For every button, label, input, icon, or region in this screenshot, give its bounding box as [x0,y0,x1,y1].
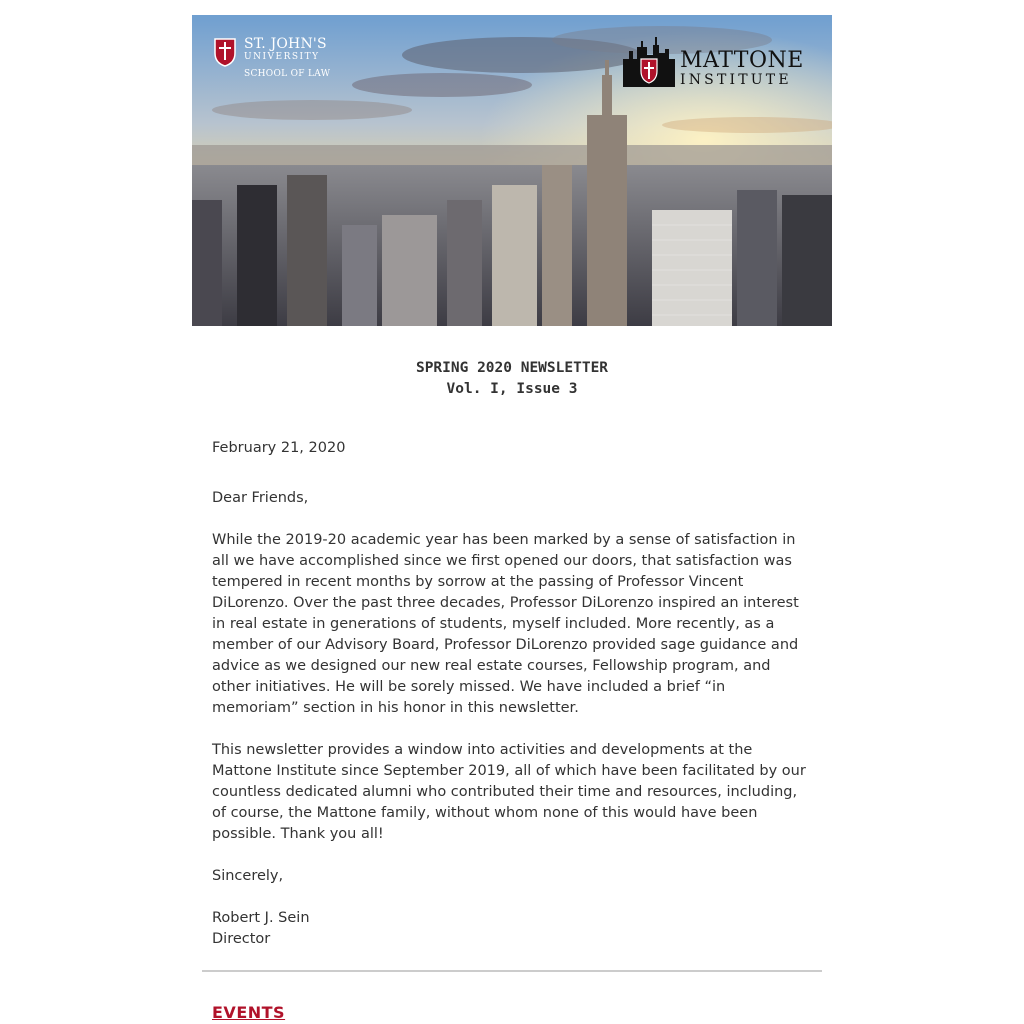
skyline-shield-icon [623,37,675,87]
signer-title: Director [212,931,271,947]
newsletter-title-block [192,358,832,400]
sju-school-of-law: SCHOOL OF LAW [244,69,331,79]
sju-name: ST. JOHN'S [244,36,327,52]
letter-date: February 21, 2020 [212,440,346,456]
sju-university: UNIVERSITY [244,52,320,62]
mattone-institute: INSTITUTE [680,72,792,88]
mattone-institute-logo [623,37,804,87]
newsletter-title: SPRING 2020 NEWSLETTER [415,360,609,376]
letter-paragraph: While the 2019-20 academic year has been marked by a sense of satisfaction in all we have accomplished since we first opened our doors, that satisfaction was tempered in recent months by sorrow at the passing of Professor Vincent DiLorenzo. Over the past three decades, Professor DiLorenzo inspired an interest in real estate in generations of students, myself included. More recently, as a member of our Advisory Board, Professor DiLorenzo provided sage guidance and advice as we designed our new real estate courses, Fellowship program, and other initiatives. He will be sorely missed. We have included a brief “in memoriam” section in his honor in this newsletter. [212,532,799,716]
letter-paragraph: This newsletter provides a window into activities and developments at the Mattone Institute since September 2019, all of which have been facilitated by our countless dedicated alumni who contributed their time and resources, including, of course, the Mattone family, without whom none of this would have been possible. Thank you all! [212,742,806,842]
st-johns-law-logo [214,37,330,79]
letter-signature [212,908,812,950]
letter-closing: Sincerely, [212,868,284,884]
header-banner [192,15,832,326]
signer-name: Robert J. Sein [212,910,310,926]
shield-icon [214,37,236,67]
events-section-heading[interactable]: EVENTS [212,1003,286,1022]
section-divider [202,970,822,972]
mattone-name: MATTONE [680,48,804,73]
letter-salutation: Dear Friends, [212,490,309,506]
newsletter-issue: Vol. I, Issue 3 [446,381,578,397]
